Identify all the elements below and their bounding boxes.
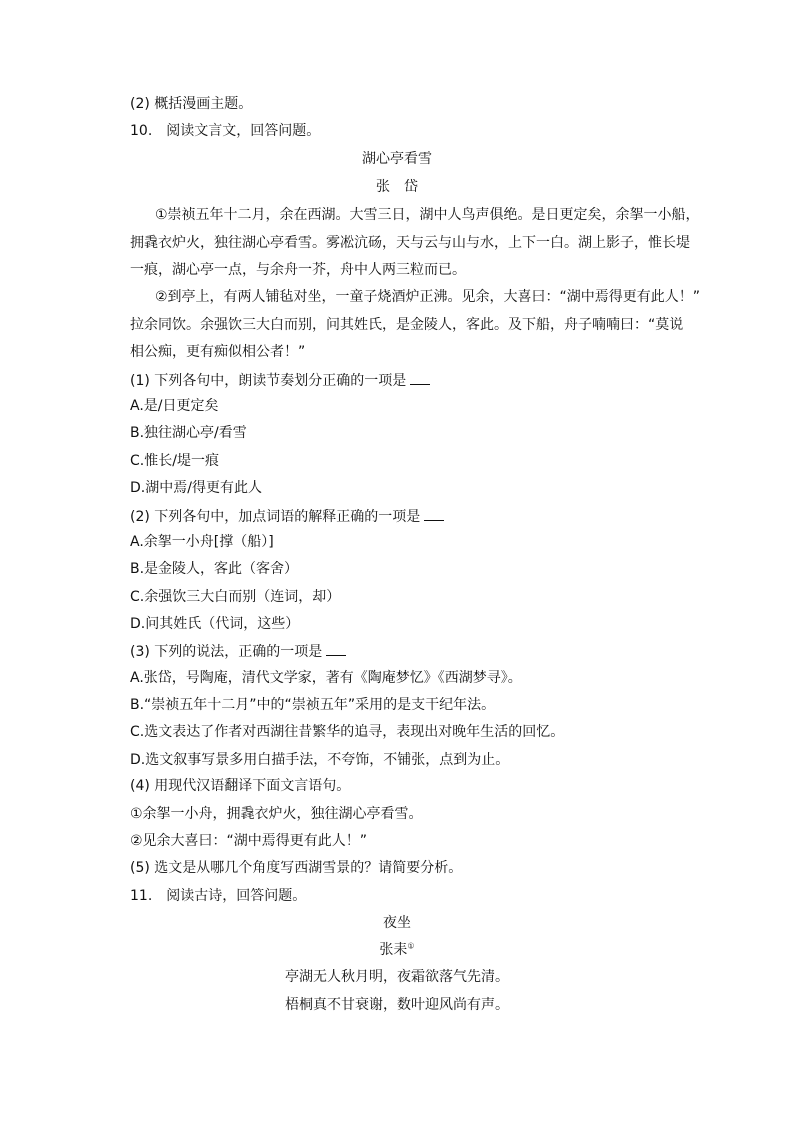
q9-sub2: (2) 概括漫画主题。 <box>130 96 253 112</box>
q10-sub4-item1: ①余挐一小舟，拥毳衣炉火，独往湖心亭看雪。 <box>130 806 423 822</box>
q10-sub2-option-c: C.余强饮三大白而别（连词，却） <box>130 589 341 605</box>
q10-sub3-option-c: C.选文表达了作者对西湖往昔繁华的追寻，表现出对晚年生活的回忆。 <box>130 724 565 740</box>
q10-sub2 <box>130 506 444 527</box>
q10-sub1-option-d: D.湖中焉/得更有此人 <box>130 480 262 496</box>
q10-para1-line3: 一痕，湖心亭一点，与余舟一芥，舟中人两三粒而已。 <box>130 262 466 278</box>
q10-sub1 <box>130 370 430 391</box>
q10-sub3 <box>130 641 346 662</box>
q10-para2-line3: 相公痴，更有痴似相公者！” <box>130 344 306 360</box>
q11-heading: 11. 阅读古诗，回答问题。 <box>130 888 307 904</box>
q10-passage-title: 湖心亭看雪 <box>362 151 432 167</box>
q11-author-name: 张耒 <box>379 942 408 958</box>
q10-para1-line1: ①崇祯五年十二月，余在西湖。大雪三日，湖中人鸟声俱绝。是日更定矣，余挐一小船， <box>155 207 700 223</box>
q10-sub4-stem: (4) 用现代汉语翻译下面文言语句。 <box>130 778 351 794</box>
q10-sub3-option-b: B.“崇祯五年十二月”中的“崇祯五年”采用的是支干纪年法。 <box>130 697 496 713</box>
q11-poem-author <box>0 940 794 960</box>
q10-sub1-option-b: B.独往湖心亭/看雪 <box>130 425 247 441</box>
q10-sub1-stem: (1) 下列各句中，朗读节奏划分正确的一项是 <box>130 373 407 389</box>
q10-sub5-stem: (5) 选文是从哪几个角度写西湖雪景的？请简要分析。 <box>130 860 463 876</box>
q10-sub4-item2: ②见余大喜曰：“湖中焉得更有此人！” <box>130 833 368 849</box>
q10-sub1-option-a: A.是/日更定矣 <box>130 398 219 414</box>
q10-sub3-stem: (3) 下列的说法，正确的一项是 <box>130 644 323 660</box>
q10-sub1-option-c: C.惟长/堤一痕 <box>130 453 219 469</box>
q10-sub3-option-a: A.张岱，号陶庵，清代文学家，著有《陶庵梦忆》《西湖梦寻》。 <box>130 670 522 686</box>
q11-poem-title: 夜坐 <box>383 915 411 931</box>
q10-sub2-option-d: D.问其姓氏（代词，这些） <box>130 616 300 632</box>
q11-poem-line1: 亭湖无人秋月明，夜霜欲落气先清。 <box>285 969 509 985</box>
q10-heading: 10. 阅读文言文，回答问题。 <box>130 123 321 139</box>
q10-sub2-option-a: A.余挐一小舟[撑（船）] <box>130 534 274 550</box>
q10-sub2-stem: (2) 下列各句中，加点词语的解释正确的一项是 <box>130 509 421 525</box>
q10-sub2-option-b: B.是金陵人，客此（客舍） <box>130 561 299 577</box>
footnote-marker: ① <box>407 941 415 951</box>
q10-sub3-option-d: D.选文叙事写景多用白描手法，不夸饰，不铺张，点到为止。 <box>130 752 510 768</box>
q10-para1-line2: 拥毳衣炉火，独往湖心亭看雪。雾凇沆砀，天与云与山与水，上下一白。湖上影子，惟长堤 <box>130 235 690 251</box>
answer-blank[interactable] <box>424 506 444 521</box>
q11-poem-line2: 梧桐真不甘衰谢，数叶迎风尚有声。 <box>285 997 509 1013</box>
answer-blank[interactable] <box>410 370 430 385</box>
q10-passage-author: 张 岱 <box>376 179 418 195</box>
q10-para2-line1: ②到亭上，有两人铺毡对坐，一童子烧酒炉正沸。见余，大喜曰：“湖中焉得更有此人！” <box>155 289 701 305</box>
q10-para2-line2: 拉余同饮。余强饮三大白而别，问其姓氏，是金陵人，客此。及下船，舟子喃喃曰：“莫说 <box>130 317 684 333</box>
answer-blank[interactable] <box>326 641 346 656</box>
